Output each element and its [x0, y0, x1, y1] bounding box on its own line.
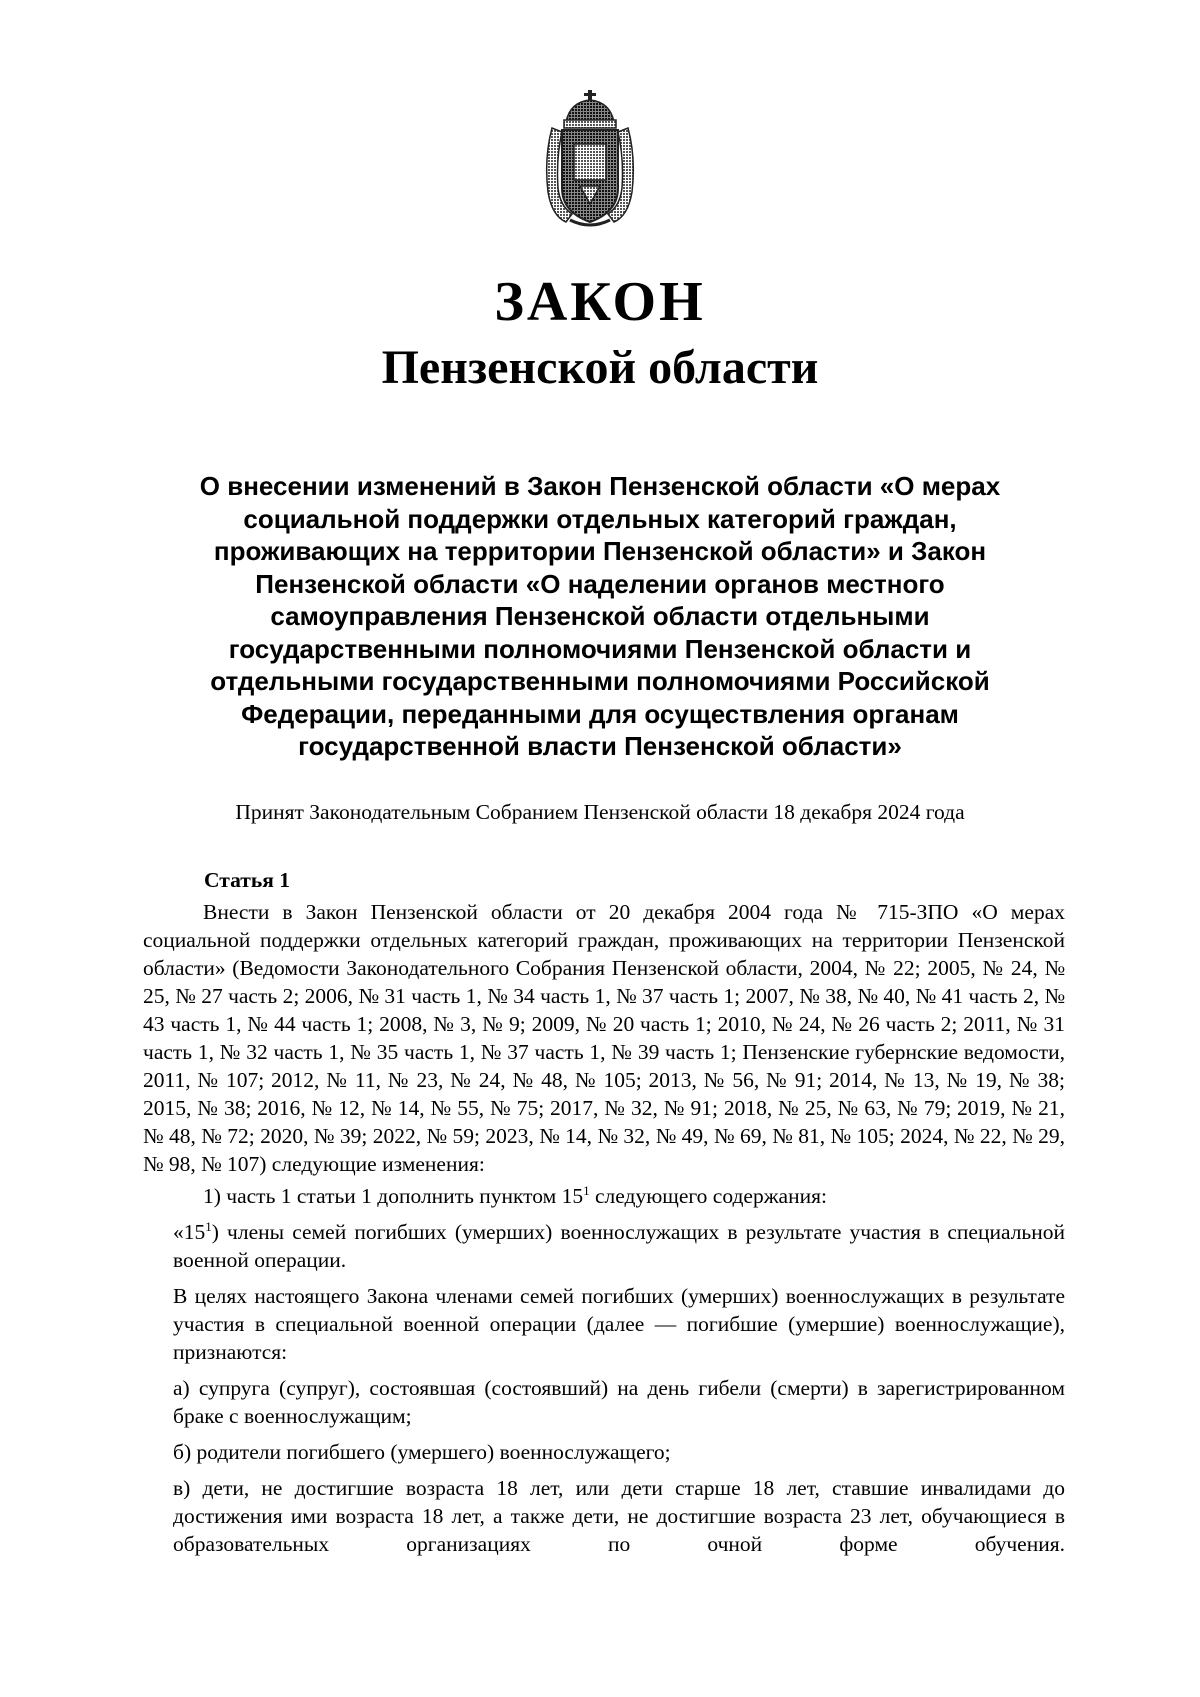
document-title: ЗАКОН — [494, 271, 706, 333]
quoted-point — [143, 1218, 1065, 1274]
article-heading: Статья 1 — [204, 868, 290, 892]
law-name: О внесении изменений в Закон Пензенской области «О мерах социальной поддержки отдельных категорий граждан, проживающих на территории Пензенской области» и Закон Пензенской области «О наделении органов местного самоуправления Пензенской области отдельными государственными полномочиями Пензенской области и отдельными государственными полномочиями Российской Федерации, переданными для осуществления органам государственной власти Пензенской области» — [199, 471, 1001, 761]
superscript: 1 — [583, 1182, 590, 1198]
amendment-item-1 — [143, 1182, 1065, 1210]
adoption-note: Принят Законодательным Собранием Пензенской области 18 декабря 2024 года — [235, 800, 965, 824]
item-text-suffix: следующего содержания: — [589, 1184, 827, 1208]
item-text: 1) часть 1 статьи 1 дополнить пунктом 15 — [203, 1184, 584, 1208]
quote-text: «15 — [173, 1220, 206, 1244]
superscript: 1 — [205, 1218, 212, 1234]
coat-of-arms-icon — [536, 88, 644, 230]
subitem-b: б) родители погибшего (умершего) военнослужащего; — [173, 1440, 671, 1464]
article-body — [143, 898, 1065, 1558]
definition-paragraph: В целях настоящего Закона членами семей погибших (умерших) военнослужащих в результате участия в специальной военной операции (далее — погибшие (умершие) военнослужащие), признаются: — [173, 1284, 1065, 1364]
subitem-c: в) дети, не достигшие возраста 18 лет, или дети старше 18 лет, ставшие инвалидами до достижения ими возраста 18 лет, а также дети, не достигшие возраста 23 лет, обучающиеся в образовательных организациях по очной форме обучения. — [173, 1476, 1065, 1556]
article-intro: Внести в Закон Пензенской области от 20 декабря 2004 года № 715-ЗПО «О мерах социальной поддержки отдельных категорий граждан, проживающих на территории Пензенской области» (Ведомости Законодательного Собрания Пензенской области, 2004, № 22; 2005, № 24, № 25, № 27 часть 2; 2006, № 31 часть 1, № 34 часть 1, № 37 часть 1; 2007, № 38, № 40, № 41 часть 2, № 43 часть 1, № 44 часть 1; 2008, № 3, № 9; 2009, № 20 часть 1; 2010, № 24, № 26 часть 2; 2011, № 31 часть 1, № 32 часть 1, № 35 часть 1, № 37 часть 1, № 39 часть 1; Пензенские губернские ведомости, 2011, № 107; 2012, № 11, № 23, № 24, № 48, № 105; 2013, № 56, № 91; 2014, № 13, № 19, № 38; 2015, № 38; 2016, № 12, № 14, № 55, № 75; 2017, № 32, № 91; 2018, № 25, № 63, № 79; 2019, № 21, № 48, № 72; 2020, № 39; 2022, № 59; 2023, № 14, № 32, № 49, № 69, № 81, № 105; 2024, № 22, № 29, № 98, № 107) следующие изменения: — [143, 900, 1065, 1176]
subitem-a: а) супруга (супруг), состоявшая (состоявший) на день гибели (смерти) в зарегистрированном браке с военнослужащим; — [173, 1376, 1065, 1428]
quote-text-suffix: ) члены семей погибших (умерших) военнослужащих в результате участия в специальной военной операции. — [173, 1220, 1065, 1272]
document-subtitle: Пензенской области — [381, 341, 819, 394]
